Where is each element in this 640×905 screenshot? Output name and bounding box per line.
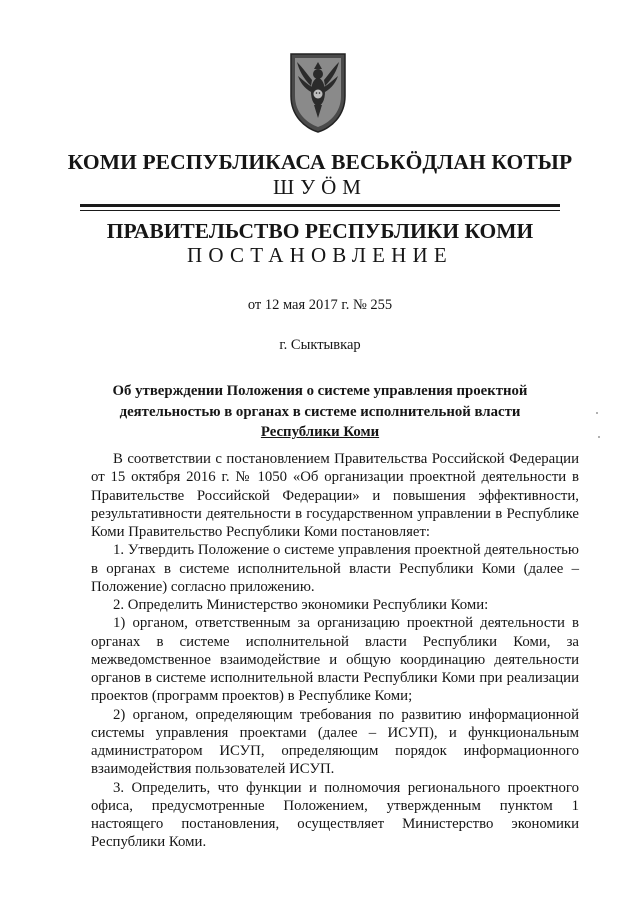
decree-date-number: от 12 мая 2017 г. № 255 <box>247 297 393 313</box>
heading-line-2: деятельностью в органах в системе исполнительной власти <box>119 403 521 420</box>
paragraph-item-2: 2. Определить Министерство экономики Республики Коми: <box>113 597 489 613</box>
decree-label: ПОСТАНОВЛЕНИЕ <box>187 243 453 267</box>
heading-line-1: Об утверждении Положения о системе управления проектной <box>112 383 528 399</box>
paragraph-preamble: В соответствии с постановлением Правительства Российской Федерации от 15 октября 2016 г. № 1050 «Об организации проектной деятельности в Правительстве Российской Федерации» и повышения эффективности, результативности деятельности в государственном управлении в Республике Коми Правительство Республики Коми постановляет: <box>91 451 579 540</box>
heading-line-3-text: Республики Коми <box>260 424 380 440</box>
komi-decree-label: ШУӦМ <box>273 175 367 199</box>
header-divider-thick <box>80 204 560 207</box>
scan-speck <box>598 436 600 438</box>
decree-body <box>91 450 579 852</box>
paragraph-item-2-1: 1) органом, ответственным за организацию проектной деятельности в органах в системе исполнительной власти Республики Коми, за межведомственное взаимодействие и общую координацию деятельности органов в системе исполнительной власти Республики Коми при реализации проектов (программ проектов) в Республике Коми; <box>91 615 579 705</box>
paragraph-item-2-2: 2) органом, определяющим требования по развитию информационной системы управления проектами (далее – ИСУП), и функциональным администратором ИСУП, определяющим порядок информационного взаимодействия пользователей ИСУП. <box>91 706 579 778</box>
paragraph-item-1: 1. Утвердить Положение о системе управления проектной деятельностью в органах в системе исполнительной власти Республики Коми (далее – Положение) согласно приложению. <box>91 542 579 595</box>
decree-city: г. Сыктывкар <box>279 337 361 353</box>
decree-heading <box>90 381 550 443</box>
komi-government-title: КОМИ РЕСПУБЛИКАСА ВЕСЬКӦДЛАН КОТЫР <box>67 150 573 174</box>
paragraph-item-3: 3. Определить, что функции и полномочия регионального проектного офиса, предусмотренные Положением, утвержденным пунктом 1 настоящего постановления, осуществляет Министерство экономики Республики Коми. <box>91 779 579 851</box>
header-divider-thin <box>80 210 560 211</box>
komi-coat-of-arms-icon <box>287 52 349 134</box>
government-title: ПРАВИТЕЛЬСТВО РЕСПУБЛИКИ КОМИ <box>106 219 534 243</box>
scan-speck <box>596 412 598 414</box>
heading-line-3 <box>90 422 550 443</box>
